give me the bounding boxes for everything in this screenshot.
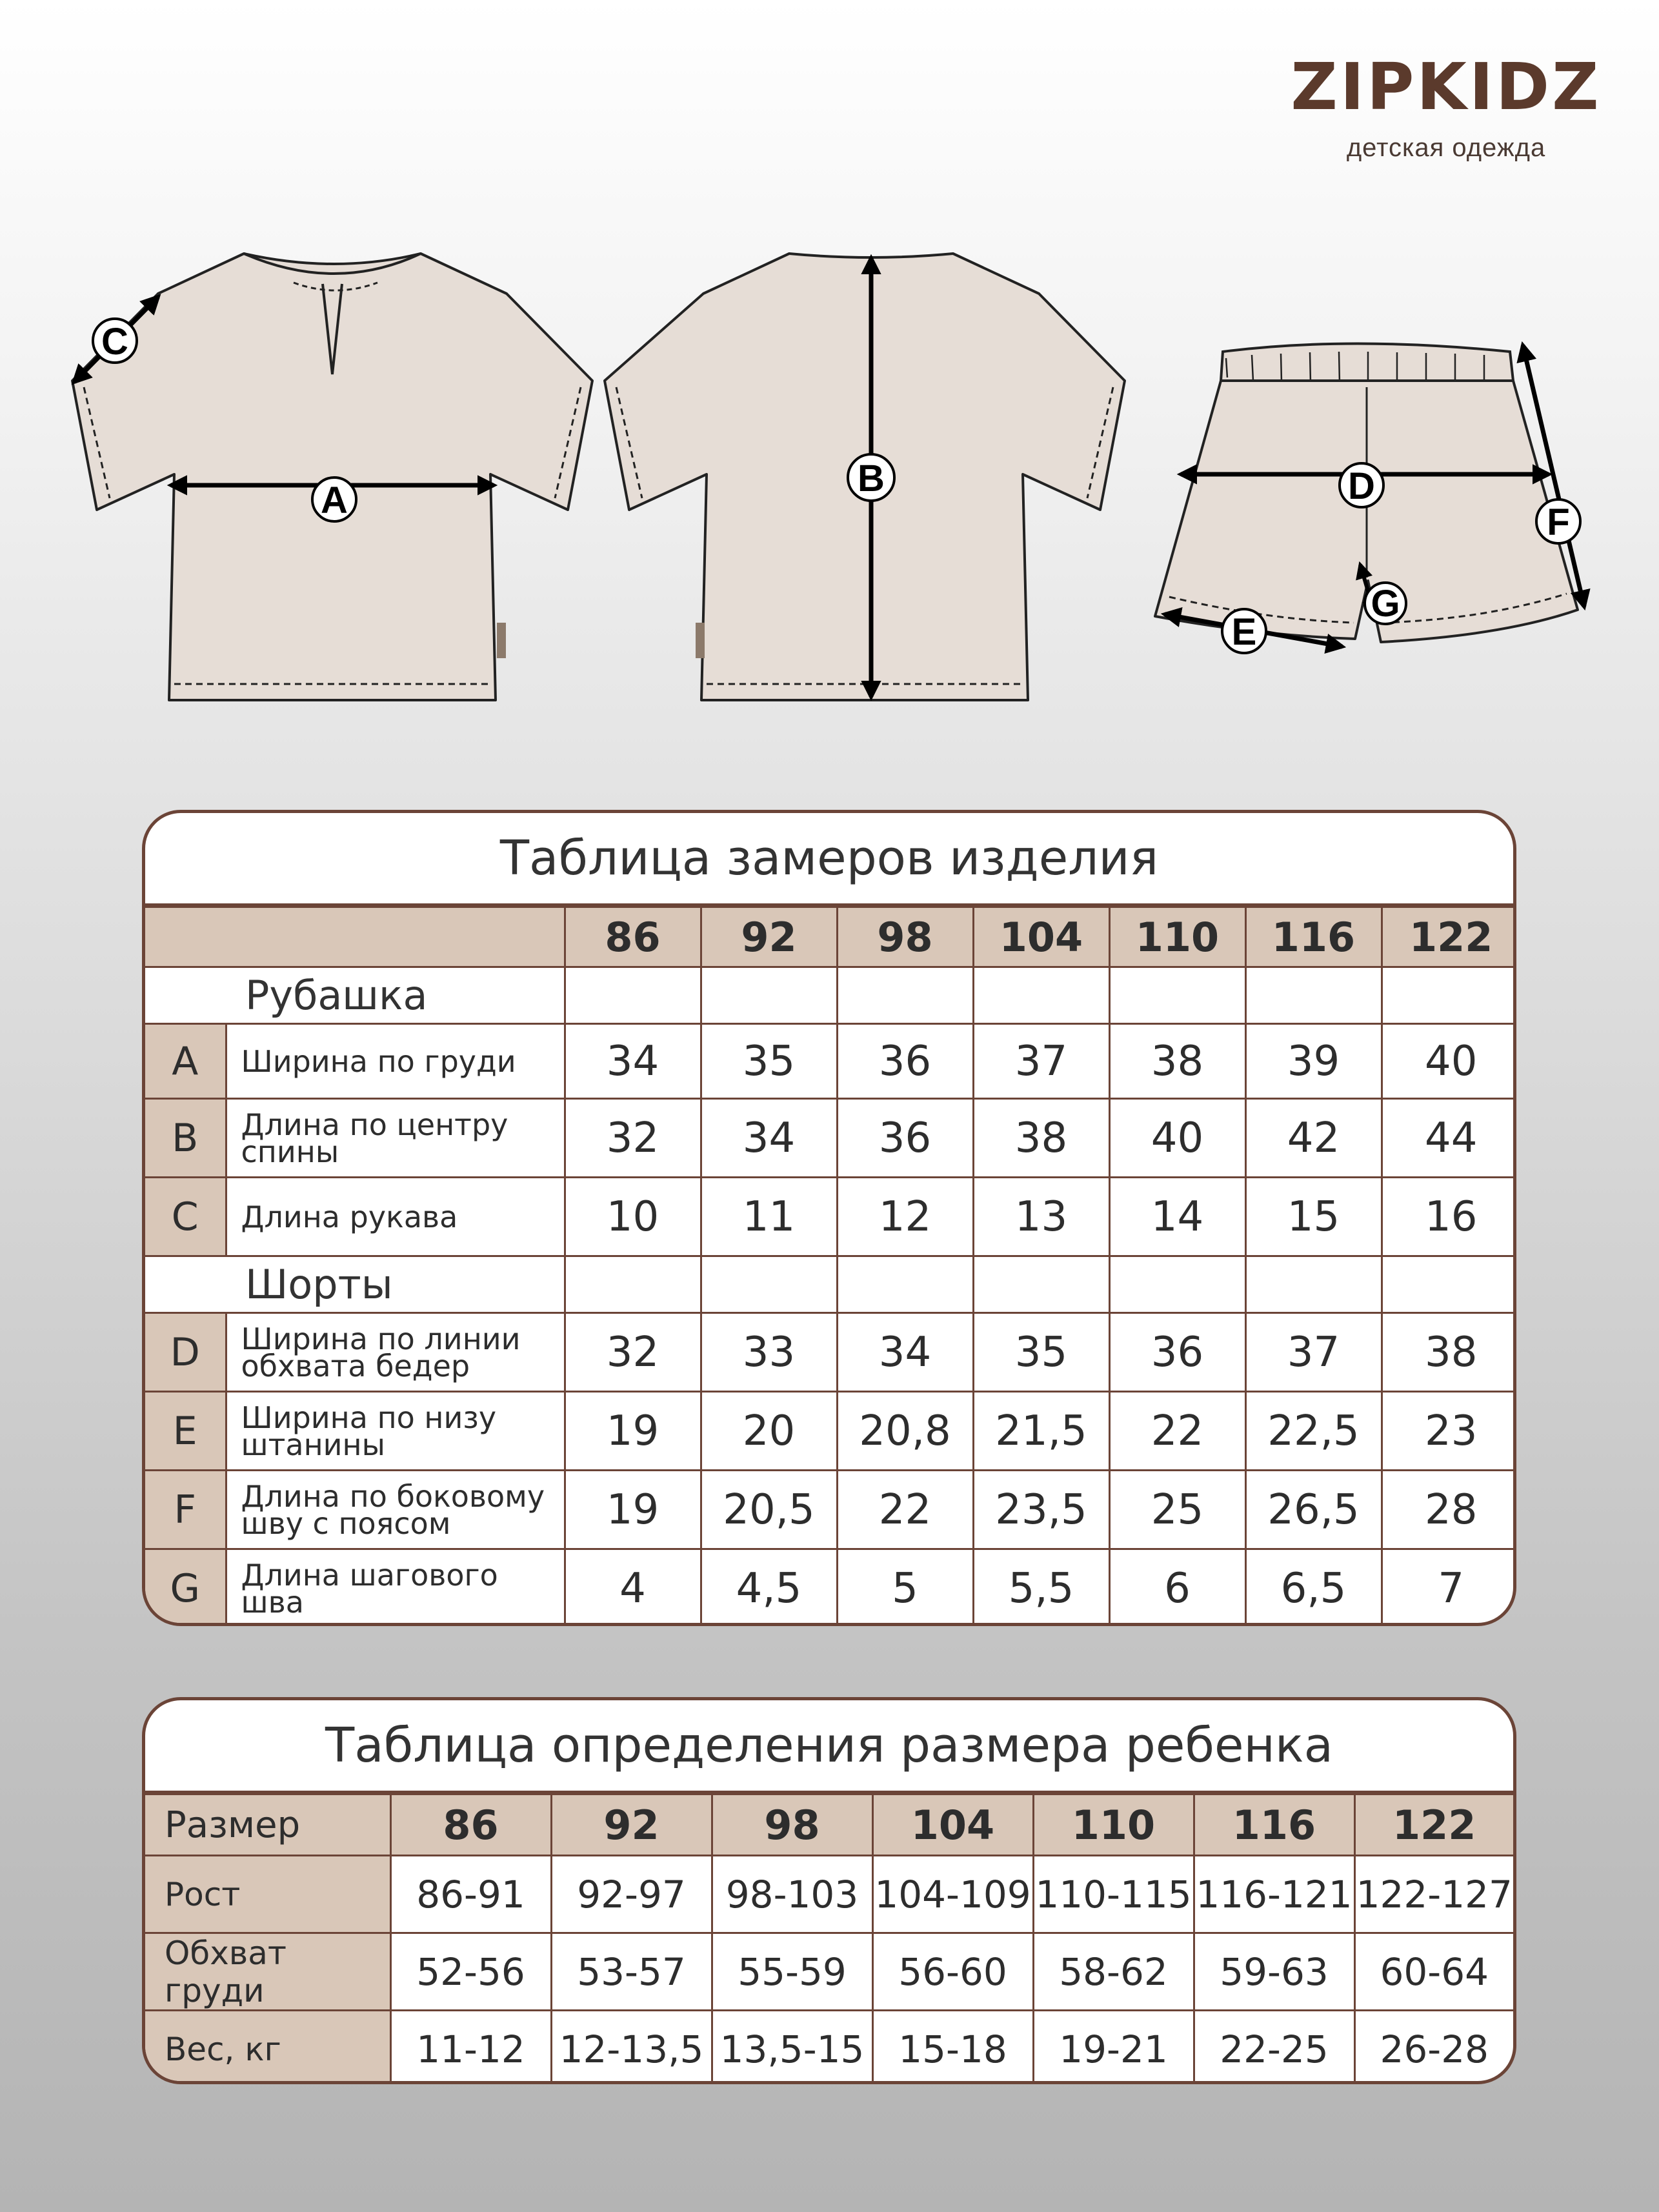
value-cell: 60-64 [1354,1933,1513,2011]
value-cell: 14 [1109,1178,1245,1256]
size-row-chest [145,1933,1513,2011]
value-cell: 26,5 [1245,1471,1382,1549]
size-98: 98 [712,1795,872,1856]
value-cell: 11 [701,1178,837,1256]
row-code-a: A [145,1024,226,1099]
value-cell: 40 [1382,1024,1516,1099]
value-cell: 20,5 [701,1471,837,1549]
label-a: A [321,479,348,521]
value-cell: 42 [1245,1099,1382,1178]
size-104: 104 [973,907,1109,967]
value-cell: 110-115 [1033,1856,1194,1933]
value-cell: 86-91 [390,1856,551,1933]
row-label-chest: Обхват груди [145,1933,390,2011]
size-110: 110 [1109,907,1245,967]
value-cell: 92-97 [551,1856,712,1933]
value-cell: 34 [565,1024,701,1099]
size-table-title: Таблица определения размера ребенка [145,1700,1513,1793]
value-cell: 21,5 [973,1392,1109,1471]
value-cell: 23 [1382,1392,1516,1471]
row-label-g: Длина шагового шва [226,1549,565,1627]
row-label-a: Ширина по груди [226,1024,565,1099]
measure-row-f [145,1471,1516,1549]
value-cell: 55-59 [712,1933,872,2011]
value-cell: 39 [1245,1024,1382,1099]
section-row-shirt [145,967,1516,1024]
value-cell: 22 [1109,1392,1245,1471]
value-cell: 116-121 [1194,1856,1354,1933]
row-code-f: F [145,1471,226,1549]
value-cell: 40 [1109,1099,1245,1178]
size-92: 92 [701,907,837,967]
value-cell: 22-25 [1194,2011,1354,2085]
label-f: F [1547,501,1570,543]
measure-row-g [145,1549,1516,1627]
value-cell: 37 [973,1024,1109,1099]
value-cell: 12 [837,1178,973,1256]
label-e: E [1231,611,1257,653]
value-cell: 38 [1109,1024,1245,1099]
value-cell: 34 [701,1099,837,1178]
value-cell: 56-60 [872,1933,1033,2011]
value-cell: 5,5 [973,1549,1109,1627]
brand-name: ZIPKIDZ [1291,49,1602,125]
value-cell: 36 [837,1024,973,1099]
size-122: 122 [1354,1795,1513,1856]
measure-table-title: Таблица замеров изделия [145,813,1513,906]
value-cell: 23,5 [973,1471,1109,1549]
value-cell: 4 [565,1549,701,1627]
measure-row-a [145,1024,1516,1099]
value-cell: 11-12 [390,2011,551,2085]
value-cell: 104-109 [872,1856,1033,1933]
measure-row-c [145,1178,1516,1256]
value-cell: 6,5 [1245,1549,1382,1627]
size-110: 110 [1033,1795,1194,1856]
brand-tagline: детская одежда [1346,134,1546,162]
row-label-f: Длина по боковому шву с поясом [226,1471,565,1549]
value-cell: 33 [701,1313,837,1392]
size-table-header-row [145,1795,1513,1856]
value-cell: 53-57 [551,1933,712,2011]
section-row-shorts [145,1256,1516,1313]
value-cell: 19-21 [1033,2011,1194,2085]
value-cell: 13 [973,1178,1109,1256]
size-92: 92 [551,1795,712,1856]
measure-row-e [145,1392,1516,1471]
row-code-b: B [145,1099,226,1178]
size-row-height [145,1856,1513,1933]
size-header-label: Размер [145,1795,390,1856]
value-cell: 52-56 [390,1933,551,2011]
value-cell: 25 [1109,1471,1245,1549]
value-cell: 38 [1382,1313,1516,1392]
row-label-c: Длина рукава [226,1178,565,1256]
header-blank-cell [145,907,565,967]
value-cell: 59-63 [1194,1933,1354,2011]
value-cell: 37 [1245,1313,1382,1392]
section-title-shirt: Рубашка [145,967,565,1024]
value-cell: 15-18 [872,2011,1033,2085]
label-d: D [1348,465,1375,507]
size-86: 86 [390,1795,551,1856]
measure-table [145,906,1516,1626]
size-104: 104 [872,1795,1033,1856]
row-label-weight: Вес, кг [145,2011,390,2085]
size-header-row [145,907,1516,967]
row-code-d: D [145,1313,226,1392]
value-cell: 35 [701,1024,837,1099]
row-label-e: Ширина по низу штанины [226,1392,565,1471]
size-116: 116 [1194,1795,1354,1856]
value-cell: 26-28 [1354,2011,1513,2085]
value-cell: 7 [1382,1549,1516,1627]
value-cell: 122-127 [1354,1856,1513,1933]
measure-row-b [145,1099,1516,1178]
value-cell: 36 [1109,1313,1245,1392]
measure-table-panel [142,810,1516,1626]
row-code-e: E [145,1392,226,1471]
value-cell: 98-103 [712,1856,872,1933]
measure-row-d [145,1313,1516,1392]
value-cell: 22,5 [1245,1392,1382,1471]
section-title-shorts: Шорты [145,1256,565,1313]
row-label-b: Длина по центру спины [226,1099,565,1178]
value-cell: 44 [1382,1099,1516,1178]
size-116: 116 [1245,907,1382,967]
value-cell: 38 [973,1099,1109,1178]
row-label-height: Рост [145,1856,390,1933]
size-86: 86 [565,907,701,967]
size-table-panel [142,1697,1516,2084]
value-cell: 4,5 [701,1549,837,1627]
value-cell: 36 [837,1099,973,1178]
value-cell: 22 [837,1471,973,1549]
value-cell: 20 [701,1392,837,1471]
value-cell: 19 [565,1392,701,1471]
row-code-c: C [145,1178,226,1256]
value-cell: 19 [565,1471,701,1549]
value-cell: 6 [1109,1549,1245,1627]
value-cell: 16 [1382,1178,1516,1256]
label-c: C [101,321,128,363]
size-122: 122 [1382,907,1516,967]
value-cell: 15 [1245,1178,1382,1256]
value-cell: 34 [837,1313,973,1392]
label-b: B [858,457,885,499]
value-cell: 32 [565,1099,701,1178]
size-row-weight [145,2011,1513,2085]
garment-diagrams [0,0,1659,742]
value-cell: 58-62 [1033,1933,1194,2011]
value-cell: 12-13,5 [551,2011,712,2085]
row-code-g: G [145,1549,226,1627]
size-98: 98 [837,907,973,967]
label-g: G [1371,583,1400,625]
value-cell: 32 [565,1313,701,1392]
value-cell: 10 [565,1178,701,1256]
value-cell: 5 [837,1549,973,1627]
value-cell: 35 [973,1313,1109,1392]
row-label-d: Ширина по линии обхвата бедер [226,1313,565,1392]
size-table [145,1793,1513,2084]
value-cell: 20,8 [837,1392,973,1471]
value-cell: 13,5-15 [712,2011,872,2085]
value-cell: 28 [1382,1471,1516,1549]
